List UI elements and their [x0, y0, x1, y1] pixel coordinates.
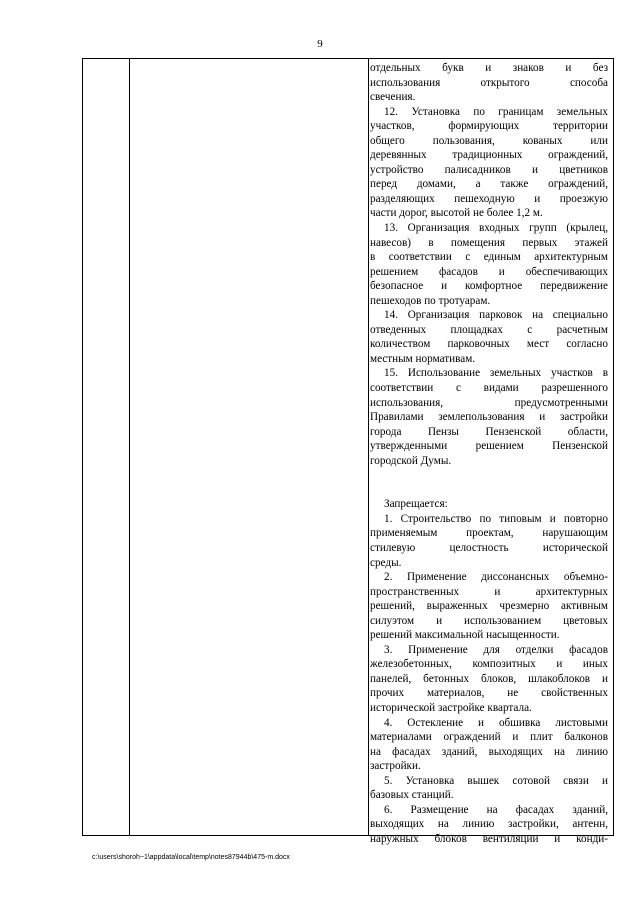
text-line: 5. Установка вышек сотовой связи и — [384, 774, 608, 787]
text-line: исторической застройке квартала. — [370, 701, 532, 714]
text-line: пространственных и архитектурных — [370, 585, 608, 598]
file-path-footer: c:\users\shoroh~1\appdata\local\temp\notes87944b\475-m.docx — [92, 854, 290, 861]
text-line: утвержденными решением Пензенской — [370, 440, 608, 453]
text-line: 6. Размещение на фасадах зданий, — [384, 803, 608, 816]
page-number: 9 — [317, 38, 323, 50]
text-line: базовых станций. — [370, 789, 454, 802]
text-line: перед домами, а также ограждений, — [370, 178, 608, 191]
text-line: разделяющих пешеходную и проезжую — [370, 192, 608, 205]
regulations-table — [82, 58, 614, 845]
text-line: прочих материалов, не свойственных — [370, 687, 608, 700]
text-line: применяемым проектам, нарушающим — [370, 527, 608, 540]
text-line: панелей, бетонных блоков, шлакоблоков и — [370, 672, 608, 685]
text-line: выходящих на линию застройки, антенн, — [370, 818, 608, 831]
text-line: 3. Применение для отделки фасадов — [384, 643, 608, 656]
text-line: деревянных традиционных ограждений, — [370, 149, 608, 162]
text-line: использования, предусмотренными — [370, 396, 608, 409]
text-line: 13. Организация входных групп (крылец, — [384, 222, 608, 235]
text-line: 15. Использование земельных участков в — [384, 367, 608, 380]
text-line: силуэтом и использованием цветовых — [370, 614, 608, 627]
text-line: устройство палисадников и цветников — [370, 163, 608, 176]
text-line: использования открытого способа — [370, 76, 608, 89]
text-line: части дорог, высотой не более 1,2 м. — [370, 207, 543, 220]
text-line: Запрещается: — [384, 498, 448, 511]
regulations-text-cell — [370, 61, 608, 846]
text-line: отдельных букв и знаков и без — [370, 62, 608, 74]
text-line: наружных блоков вентиляции и конди- — [370, 832, 608, 845]
text-line: среды. — [370, 556, 402, 569]
text-line: отведенных площадках с расчетным — [370, 323, 608, 336]
text-line: свечения. — [370, 91, 416, 104]
text-line: участков, формирующих территории — [370, 120, 608, 133]
column-divider-2 — [368, 59, 369, 835]
text-line: стилевую целостность исторической — [370, 541, 608, 554]
text-line: общего пользования, кованых или — [370, 134, 608, 147]
text-line: 14. Организация парковок на специально — [384, 309, 608, 322]
text-line: Правилами землепользования и застройки — [370, 411, 608, 424]
text-line: безопасное и комфортное передвижение — [370, 280, 608, 293]
text-line: решений, выраженных чрезмерно активным — [370, 600, 608, 613]
text-line: застройки. — [370, 760, 421, 773]
text-line: городской Думы. — [370, 454, 452, 467]
text-line: местным нормативам. — [370, 352, 476, 365]
text-line: соответствии с видами разрешенного — [370, 382, 608, 395]
text-line: железобетонных, композитных и иных — [370, 658, 608, 671]
text-line: 12. Установка по границам земельных — [384, 105, 608, 118]
text-line: 4. Остекление и обшивка листовыми — [384, 716, 608, 729]
blank-line — [370, 468, 608, 497]
text-line: пешеходов по тротуарам. — [370, 294, 491, 307]
text-line: навесов) в помещения первых этажей — [370, 236, 608, 249]
text-line: решений максимальной насыщенности. — [370, 629, 560, 642]
text-line: в соответствии с единым архитектурным — [370, 251, 608, 264]
text-line: количеством парковочных мест согласно — [370, 338, 608, 351]
text-line: города Пензы Пензенской области, — [370, 425, 608, 438]
text-line: на фасадах зданий, выходящих на линию — [370, 745, 608, 758]
text-line: 1. Строительство по типовым и повторно — [384, 512, 608, 525]
text-line: решением фасадов и обеспечивающих — [370, 265, 608, 278]
text-line: 2. Применение диссонансных объемно- — [384, 571, 608, 584]
text-line: материалами ограждений и плит балконов — [370, 731, 608, 744]
column-divider-1 — [129, 59, 130, 835]
